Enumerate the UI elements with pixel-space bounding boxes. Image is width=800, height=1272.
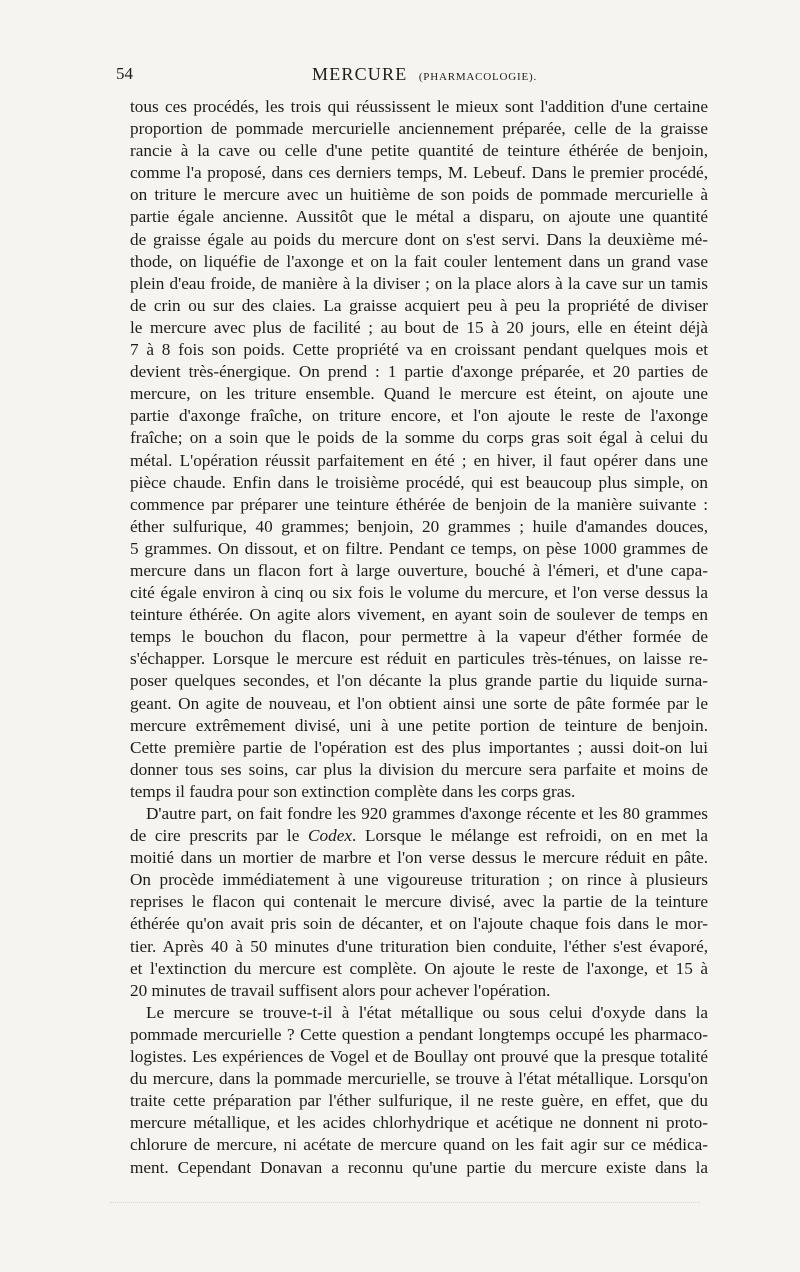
text-line: de crin ou sur des claies. La graisse acquiert peu à peu la propriété de diviser <box>130 295 708 315</box>
codex-italic: Codex <box>308 826 352 846</box>
text-line: ment. Cependant Donavan a reconnu qu'une partie du mercure existe dans la <box>130 1157 708 1177</box>
text-line: commence par préparer une teinture éthérée de benjoin de la manière suivante : <box>130 494 708 514</box>
text-line: partie d'axonge fraîche, on triture encore, et l'on ajoute le reste de l'axonge <box>130 406 708 426</box>
text-line: logistes. Les expériences de Vogel et de Boullay ont prouvé que la presque totalité <box>130 1047 708 1067</box>
text-line: reprises le flacon qui contenait le mercure divisé, avec la partie de la teinture <box>130 892 708 912</box>
text-line: on triture le mercure avec un huitième de son poids de pommade mercurielle à <box>130 185 708 205</box>
text-line: temps le bouchon du flacon, pour permettre à la vapeur d'éther formée de <box>130 627 708 647</box>
text-line: devient très-énergique. On prend : 1 partie d'axonge préparée, et 20 parties de <box>130 362 708 382</box>
text-line: teinture éthérée. On agite alors vivement, en ayant soin de soulever de temps en <box>130 605 708 625</box>
text-line: éther sulfurique, 40 grammes; benjoin, 20 grammes ; huile d'amandes douces, <box>130 516 708 536</box>
text-line: 20 minutes de travail suffisent alors pour achever l'opération. <box>130 980 551 1000</box>
text-line: D'autre part, on fait fondre les 920 grammes d'axonge récente et les 80 grammes <box>146 804 708 823</box>
text-line: éthérée qu'on avait pris soin de décanter, et on l'ajoute chaque fois dans le mor- <box>130 914 708 934</box>
text-line: rancie à la cave ou celle d'une petite quantité de teinture éthérée de benjoin, <box>130 141 708 161</box>
text-line: tier. Après 40 à 50 minutes d'une trituration bien conduite, l'éther s'est évaporé, <box>130 936 708 956</box>
text-line: métal. L'opération réussit parfaitement en été ; en hiver, il faut opérer dans une <box>130 450 708 470</box>
text-line: On procède immédiatement à une vigoureuse trituration ; on rince à plusieurs <box>130 870 708 890</box>
text-line: 7 à 8 fois son poids. Cette propriété va en croissant pendant quelques mois et <box>130 340 708 360</box>
text-line: mercure métallique, et les acides chlorhydrique et acétique ne donnent ni proto- <box>130 1113 708 1133</box>
text-line: thode, on liquéfie de l'axonge et on la fait couler lentement dans un grand vase <box>130 251 708 271</box>
text-line: de graisse égale au poids du mercure dont on s'est servi. Dans la deuxième mé- <box>130 229 708 249</box>
text-line: fraîche; on a soin que le poids de la somme du corps gras soit égal à celui du <box>130 428 708 448</box>
text-line: donner tous ses soins, car plus la division du mercure sera parfaite et moins de <box>130 759 708 779</box>
page-number: 54 <box>116 64 133 83</box>
bottom-scan-artifact <box>110 1188 700 1203</box>
text-line: cité égale environ à cinq ou six fois le volume du mercure, et l'on verse dessus la <box>130 583 708 603</box>
running-title-subtitle: (PHARMACOLOGIE). <box>418 71 538 83</box>
text-line: mercure, on les triture ensemble. Quand le mercure est éteint, on ajoute une <box>130 384 708 404</box>
text-line: partie égale ancienne. Aussitôt que le métal a disparu, on ajoute une quantité <box>130 207 708 227</box>
text-line: Le mercure se trouve-t-il à l'état métallique ou sous celui d'oxyde dans la <box>146 1002 708 1022</box>
text-line: geant. On agite de nouveau, et l'on obtient ainsi une sorte de pâte formée par le <box>130 693 708 713</box>
text-line: Cette première partie de l'opération est des plus importantes ; aussi doit-on lui <box>130 737 708 757</box>
running-title <box>312 64 537 85</box>
text-line: s'échapper. Lorsque le mercure est réduit en particules très-ténues, on laisse re- <box>130 649 708 669</box>
text-line: comme l'a proposé, dans ces derniers temps, M. Lebeuf. Dans le premier procédé, <box>130 163 708 183</box>
text-line: mercure dans un flacon fort à large ouverture, bouché à l'émeri, et d'une capa- <box>130 560 708 580</box>
running-header <box>116 64 716 94</box>
text-line: le mercure avec plus de facilité ; au bout de 15 à 20 jours, elle en éteint déjà <box>130 317 708 337</box>
text-line: et l'extinction du mercure est complète. On ajoute le reste de l'axonge, et 15 à <box>130 958 708 978</box>
text-line: de cire prescrits par le Codex. Lorsque le mélange est refroidi, on en met la <box>130 826 708 846</box>
text-line: pièce chaude. Enfin dans le troisième procédé, qui est beaucoup plus simple, on <box>130 472 708 492</box>
text-line: chlorure de mercure, ni acétate de mercure quand on les fait agir sur ce médica- <box>130 1135 708 1155</box>
text-line: pommade mercurielle ? Cette question a pendant longtemps occupé les pharmaco- <box>130 1024 708 1044</box>
text-line: proportion de pommade mercurielle anciennement préparée, celle de la graisse <box>130 119 708 139</box>
text-line: du mercure, dans la pommade mercurielle, se trouve à l'état métallique. Lorsqu'on <box>130 1069 708 1089</box>
text-line: temps il faudra pour son extinction complète dans les corps gras. <box>130 781 576 801</box>
text-line: poser quelques secondes, et l'on décante la plus grande partie du liquide surna- <box>130 671 708 691</box>
text-line: moitié dans un mortier de marbre et l'on verse dessus le mercure réduit en pâte. <box>130 848 708 868</box>
running-title-main: MERCURE <box>312 64 408 84</box>
text-line: plein d'eau froide, de manière à la diviser ; on la place alors à la cave sur un tamis <box>130 273 708 293</box>
text-line: 5 grammes. On dissout, et on filtre. Pendant ce temps, on pèse 1000 grammes de <box>130 538 708 558</box>
text-line: traite cette préparation par l'éther sulfurique, il ne reste guère, en effet, que du <box>130 1091 708 1111</box>
text-line: tous ces procédés, les trois qui réussissent le mieux sont l'addition d'une certaine <box>130 97 708 116</box>
body-text <box>108 96 708 1179</box>
text-line: mercure extrêmement divisé, uni à une petite portion de teinture de benjoin. <box>130 715 708 735</box>
